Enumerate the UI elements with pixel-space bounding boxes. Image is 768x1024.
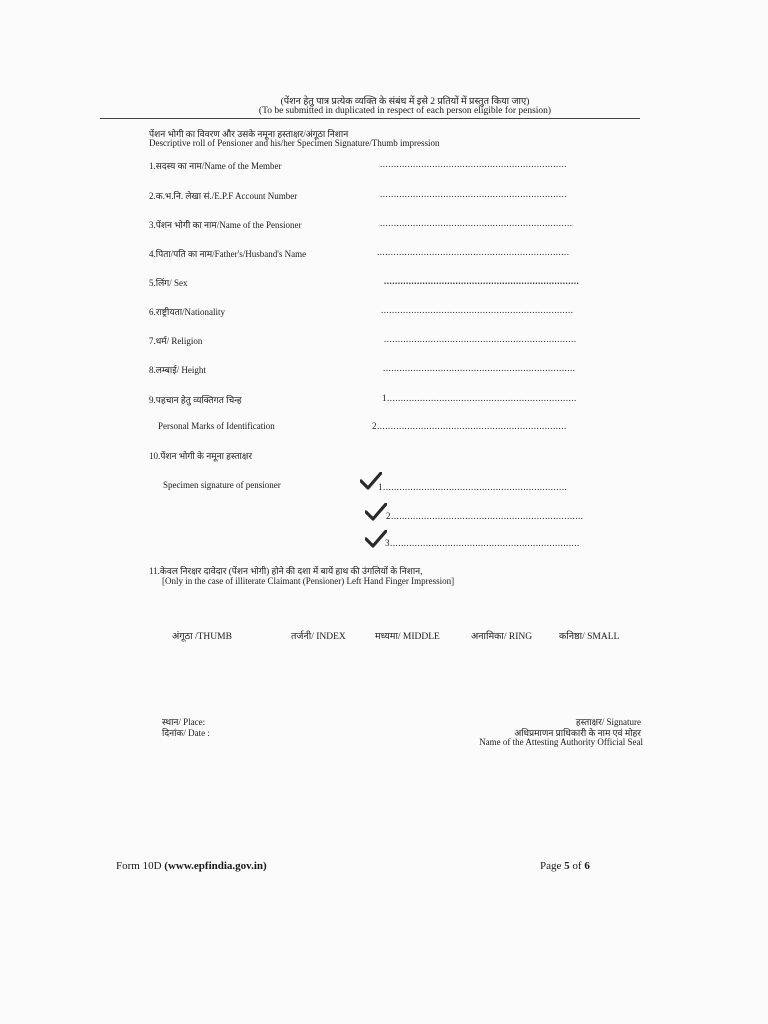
field-line-nationality[interactable]: ...................................................................... — [381, 305, 574, 315]
identification-line-2[interactable]: 2..................................................................... — [372, 421, 567, 431]
finger-ring: अनामिका/ RING — [471, 632, 533, 642]
field-line-religion[interactable]: ...................................................................... — [384, 334, 577, 344]
page-current: 5 — [564, 860, 570, 872]
field-label-member: 1.सदस्य का नाम/Name of the Member — [149, 161, 282, 171]
field-label-father-husband: 4.पिता/पति का नाम/Father's/Husband's Name — [149, 249, 307, 259]
footer-form-id — [116, 860, 267, 872]
finger-middle: मध्यमा/ MIDDLE — [375, 632, 440, 642]
specimen-line-3[interactable]: 3..................................................................... — [385, 538, 580, 548]
field-label-epf: 2.क.भ.नि. लेखा सं./E.P.F Account Number — [149, 191, 298, 201]
authority-hindi: अधिप्रमाणन प्राधिकारी के नाम एवं मोहर — [514, 728, 641, 738]
intro-hindi: पेंशन भोगी का विवरण और उसके नमूना हस्ताक्षर/अंगूठा निशान — [149, 129, 349, 139]
header-english: (To be submitted in duplicated in respect of each person eligible for pension) — [258, 106, 552, 116]
illiterate-english: [Only in the case of illiterate Claimant (Pensioner) Left Hand Finger Impression] — [162, 576, 455, 586]
field-line-sex[interactable]: ....................................................................... — [384, 276, 580, 286]
identification-english: Personal Marks of Identification — [158, 421, 275, 431]
illiterate-hindi: 11.केवल निरक्षर दावेदार (पेंशन भोगी) होने की दशा में बायें हाथ की उंगलियों के निशान, — [149, 566, 423, 576]
finger-small: कनिष्ठा/ SMALL — [559, 632, 620, 642]
authority-signature: हस्ताक्षर/ Signature — [575, 717, 641, 727]
header-rule — [100, 118, 640, 119]
specimen-line-1[interactable]: 1................................................................... — [378, 482, 568, 492]
field-line-father-husband[interactable]: ...................................................................... — [377, 247, 570, 257]
intro-english: Descriptive roll of Pensioner and his/her Specimen Signature/Thumb impression — [149, 138, 440, 148]
field-label-sex: 5.लिंग/ Sex — [149, 278, 188, 288]
identification-line-1[interactable]: 1..................................................................... — [382, 393, 577, 403]
specimen-english: Specimen signature of pensioner — [163, 480, 281, 490]
page-total: 6 — [584, 860, 590, 872]
field-line-height[interactable]: ...................................................................... — [383, 363, 576, 373]
date-label: दिनांक/ Date : — [162, 728, 210, 738]
field-label-height: 8.लम्बाई/ Height — [149, 365, 206, 375]
specimen-line-2[interactable]: 2...................................................................... — [386, 511, 584, 521]
footer-page-number — [540, 860, 590, 872]
footer-website[interactable]: (www.epfindia.gov.in) — [164, 860, 267, 872]
field-label-pensioner: 3.पेंशन भोगी का नाम/Name of the Pensioner — [149, 220, 302, 230]
page-of: of — [572, 860, 582, 872]
field-line-epf[interactable]: .................................................................... — [380, 189, 567, 199]
footer-form-number: Form 10D — [116, 860, 162, 872]
page-prefix: Page — [540, 860, 562, 872]
finger-thumb: अंगूठा /THUMB — [172, 632, 232, 642]
specimen-hindi: 10.पेंशन भोगी के नमूना हस्ताक्षर — [149, 451, 253, 461]
authority-english: Name of the Attesting Authority Official Seal — [479, 737, 643, 747]
field-line-pensioner[interactable]: ...................................................................... — [380, 218, 573, 228]
finger-index: तर्जनी/ INDEX — [291, 632, 346, 642]
field-label-religion: 7.धर्म/ Religion — [149, 336, 203, 346]
field-label-nationality: 6.राष्ट्रीयता/Nationality — [149, 307, 226, 317]
header-hindi: (पेंशन हेतु पात्र प्रत्येक व्यक्ति के संबंध में इसे 2 प्रतियों में प्रस्तुत किया जाए) — [280, 97, 530, 107]
field-line-member[interactable]: .................................................................... — [380, 159, 567, 169]
checkmark-icon — [365, 503, 387, 521]
place-label: स्थान/ Place: — [162, 717, 206, 727]
checkmark-icon — [365, 530, 387, 548]
identification-hindi: 9.पहचान हेतु व्यक्तिगत चिन्ह — [149, 395, 242, 405]
